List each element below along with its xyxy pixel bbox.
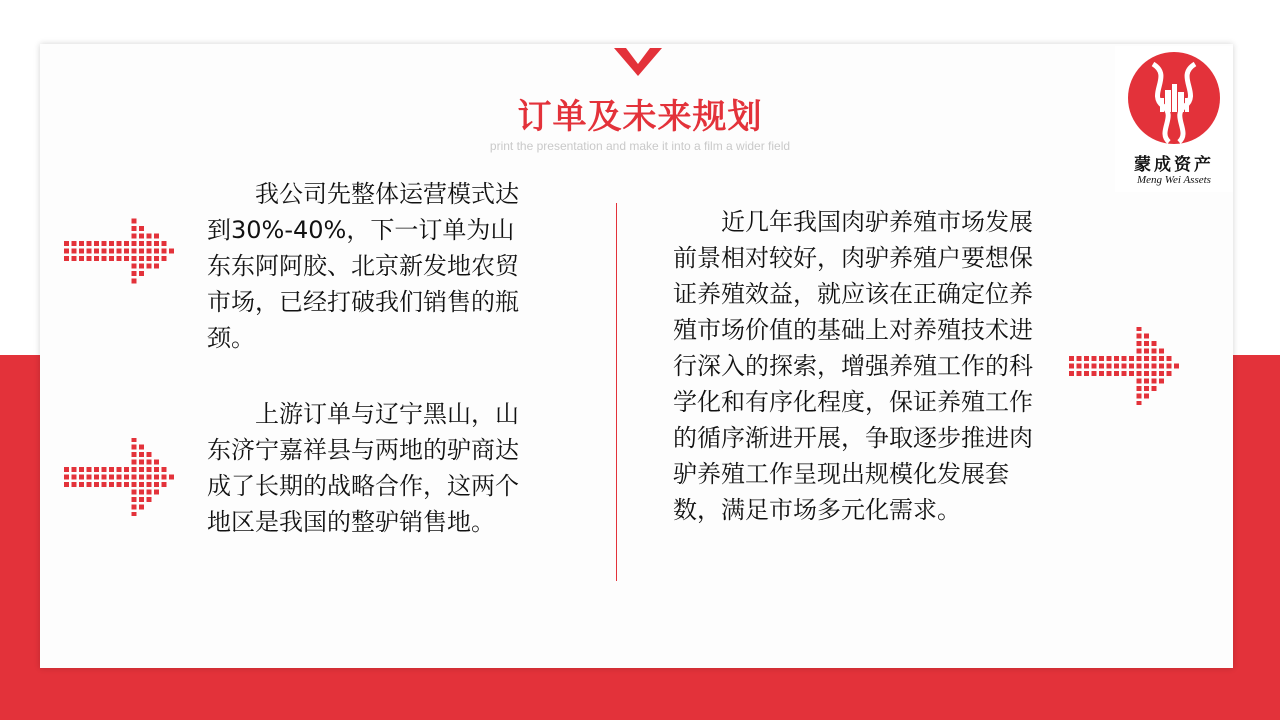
right-paragraph-1: 近几年我国肉驴养殖市场发展前景相对较好，肉驴养殖户要想保证养殖效益，就应该在正确定位养殖市场价值的基础上对养殖技术进行深入的探索，增强养殖工作的科学化和有序化程度，保证养殖工作的循序渐进开展，争取逐步推进肉驴养殖工作呈现出规模化发展套数，满足市场多元化需求。 [673,208,1033,524]
logo-name-en: Meng Wei Assets [1137,174,1211,186]
left-paragraph-1: 我公司先整体运营模式达到30%-40%，下一订单为山东东阿阿胶、北京新发地农贸市场，已经打破我们销售的瓶颈。 [207,180,519,352]
column-divider [616,203,617,581]
dotted-arrow-icon [64,438,186,516]
chevron-down-icon [612,46,664,76]
logo-name-cn: 蒙成资产 [1134,155,1214,175]
company-logo [1115,46,1233,192]
logo-emblem-icon [1123,50,1225,148]
left-paragraph-2: 上游订单与辽宁黑山，山东济宁嘉祥县与两地的驴商达成了长期的战略合作，这两个地区是我国的整驴销售地。 [207,400,519,536]
dotted-arrow-icon [64,217,186,285]
slide-subtitle: print the presentation and make it into a film a wider field [489,139,791,153]
dotted-arrow-icon [1069,327,1191,405]
slide-title: 订单及未来规划 [517,97,763,137]
